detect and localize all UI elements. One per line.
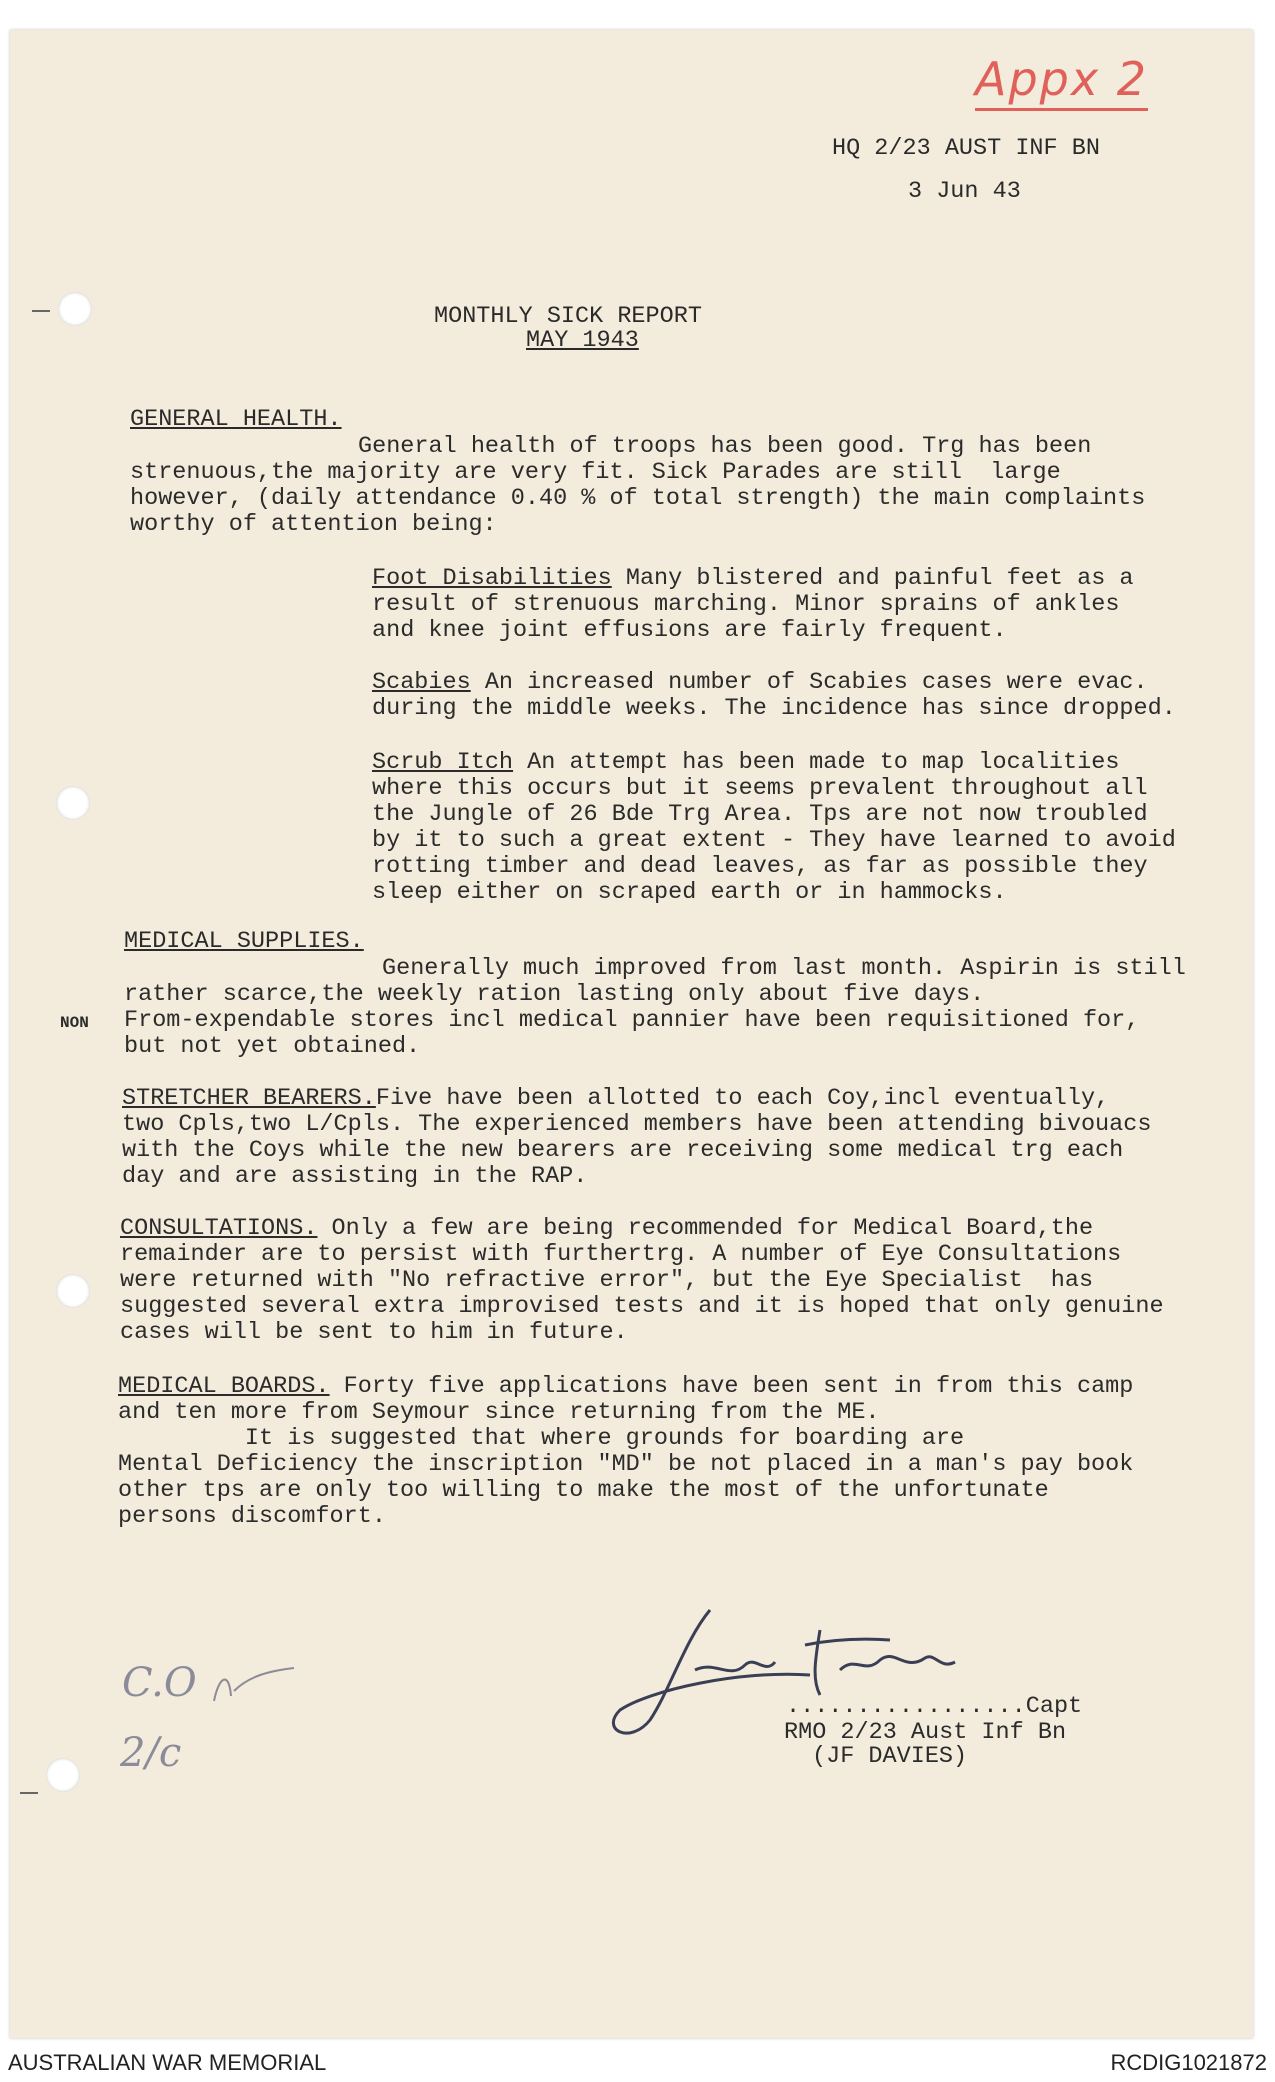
boards-line: persons discomfort. (118, 1503, 386, 1530)
general-health-line: however, (daily attendance 0.40 % of total strength) the main complaints (130, 485, 1146, 512)
footer-source: AUSTRALIAN WAR MEMORIAL (8, 2050, 327, 2075)
pencil-note: C.O (122, 1660, 299, 1706)
general-health-line: worthy of attention being: (130, 511, 497, 538)
boards-heading: MEDICAL BOARDS. (118, 1373, 330, 1400)
foot-heading: Foot Disabilities (372, 565, 612, 592)
pencil-note-line2: 2/c (120, 1730, 182, 1776)
scrub-line: sleep either on scraped earth or in hammocks. (372, 879, 1007, 906)
footer-bar (0, 2042, 1275, 2082)
margin-dash (32, 310, 50, 312)
footer-id: RCDIG1021872 (1110, 2050, 1267, 2075)
medical-supplies-line: rather scarce,the weekly ration lasting only about five days. (124, 981, 985, 1008)
medical-supplies-line: From-expendable stores incl medical pannier have been requisitioned for, (124, 1007, 1140, 1034)
stretcher-line: with the Coys while the new bearers are receiving some medical trg each (122, 1137, 1124, 1164)
appendix-annotation: Appx 2 (975, 52, 1148, 106)
report-title: MONTHLY SICK REPORT (434, 303, 702, 330)
consultations-paragraph: CONSULTATIONS. Only a few are being recommended for Medical Board,the (120, 1215, 1094, 1242)
punch-hole (58, 292, 92, 326)
scrub-line: the Jungle of 26 Bde Trg Area. Tps are not now troubled (372, 801, 1148, 828)
scabies-heading: Scabies (372, 669, 471, 696)
medical-supplies-margin-note: NON (60, 1014, 89, 1032)
scrub-line: by it to such a great extent - They have learned to avoid (372, 827, 1176, 854)
unit-header: HQ 2/23 AUST INF BN (832, 135, 1100, 162)
punch-hole (56, 1274, 90, 1308)
foot-line: and knee joint effusions are fairly frequent. (372, 617, 1007, 644)
consultations-heading: CONSULTATIONS. (120, 1215, 318, 1242)
general-health-heading: GENERAL HEALTH. (130, 406, 342, 433)
medical-supplies-line: but not yet obtained. (124, 1033, 421, 1060)
boards-line: Mental Deficiency the inscription "MD" be not placed in a man's pay book (118, 1451, 1134, 1478)
stretcher-line: day and are assisting in the RAP. (122, 1163, 588, 1190)
stretcher-paragraph: STRETCHER BEARERS.Five have been allotted to each Coy,incl eventually, (122, 1085, 1110, 1112)
scrub-paragraph: Scrub Itch An attempt has been made to map localities (372, 749, 1120, 776)
stretcher-heading: STRETCHER BEARERS. (122, 1085, 376, 1112)
general-health-line: General health of troops has been good. Trg has been (358, 433, 1092, 460)
signature-name: (JF DAVIES) (812, 1743, 968, 1770)
boards-paragraph: MEDICAL BOARDS. Forty five applications have been sent in from this camp (118, 1373, 1134, 1400)
medical-supplies-heading: MEDICAL SUPPLIES. (124, 928, 364, 955)
boards-line: It is suggested that where grounds for boarding are (118, 1425, 965, 1452)
consultations-line: were returned with "No refractive error", but the Eye Specialist has (120, 1267, 1094, 1294)
scabies-paragraph: Scabies An increased number of Scabies cases were evac. (372, 669, 1148, 696)
consultations-line: cases will be sent to him in future. (120, 1319, 628, 1346)
signature-appointment: RMO 2/23 Aust Inf Bn (784, 1719, 1067, 1746)
report-month: MAY 1943 (526, 327, 639, 354)
scrub-line: where this occurs but it seems prevalent throughout all (372, 775, 1148, 802)
scrub-heading: Scrub Itch (372, 749, 514, 776)
punch-hole (46, 1758, 80, 1792)
medical-supplies-line: Generally much improved from last month. Aspirin is still (382, 955, 1186, 982)
general-health-line: strenuous,the majority are very fit. Sick Parades are still large (130, 459, 1061, 486)
boards-line: and ten more from Seymour since returning from the ME. (118, 1399, 880, 1426)
signature-dots-rank: .................Capt (786, 1693, 1083, 1720)
margin-dash (20, 1792, 38, 1794)
foot-line: result of strenuous marching. Minor sprains of ankles (372, 591, 1120, 618)
boards-line: other tps are only too willing to make the most of the unfortunate (118, 1477, 1049, 1504)
stretcher-line: two Cpls,two L/Cpls. The experienced members have been attending bivouacs (122, 1111, 1152, 1138)
consultations-line: suggested several extra improvised tests and it is hoped that only genuine (120, 1293, 1164, 1320)
punch-hole (56, 786, 90, 820)
report-date: 3 Jun 43 (908, 178, 1021, 205)
pencil-scribble-icon (209, 1666, 299, 1706)
consultations-line: remainder are to persist with furthertrg. A number of Eye Consultations (120, 1241, 1122, 1268)
scrub-line: rotting timber and dead leaves, as far as possible they (372, 853, 1148, 880)
foot-paragraph: Foot Disabilities Many blistered and painful feet as a (372, 565, 1134, 592)
scabies-line: during the middle weeks. The incidence has since dropped. (372, 695, 1176, 722)
